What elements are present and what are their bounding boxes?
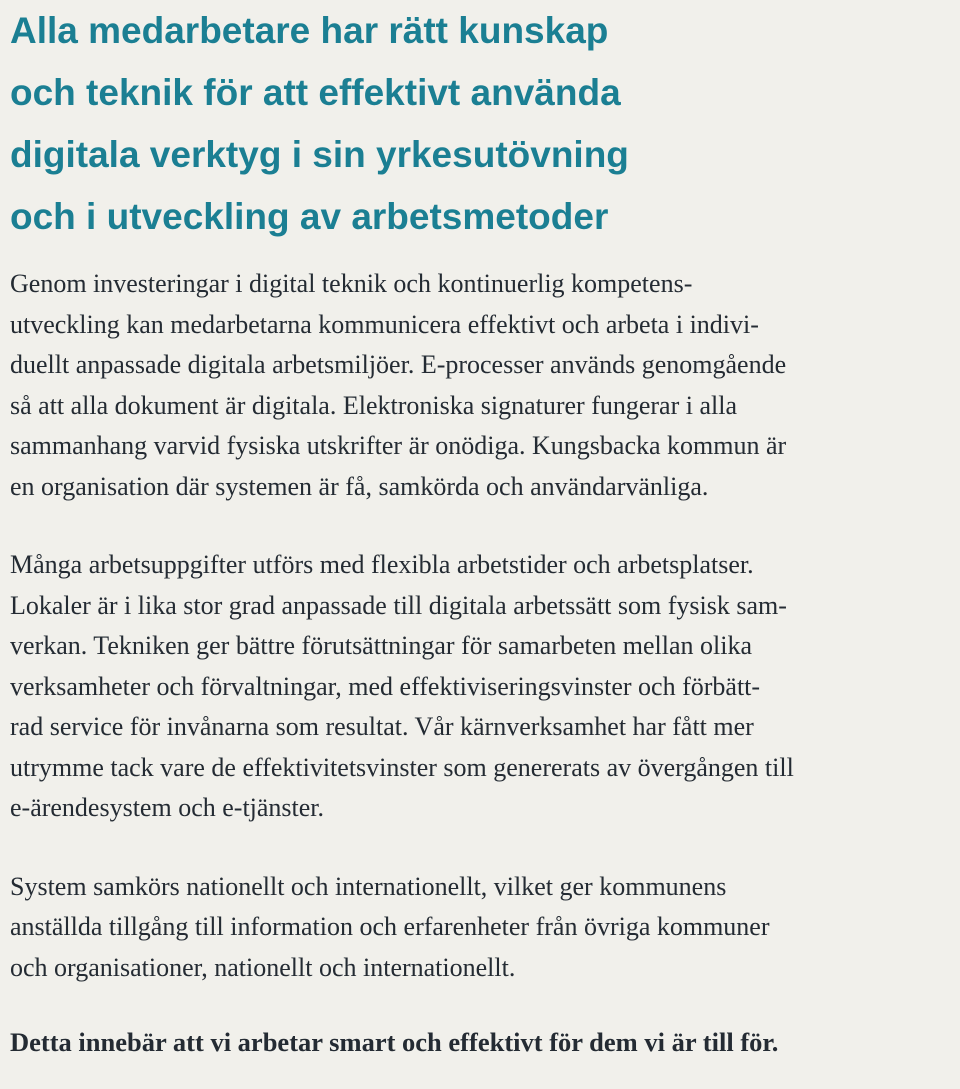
text-line: och organisationer, nationellt och internationellt. [10, 952, 516, 982]
text-line: Många arbetsuppgifter utförs med flexibla arbetstider och arbetsplatser. [10, 550, 754, 579]
text-line: utveckling kan medarbetarna kommunicera effektivt och arbeta i indivi- [10, 309, 759, 339]
page-title [10, 0, 955, 248]
text-line: duellt anpassade digitala arbetsmiljöer. E-processer används genomgående [10, 350, 787, 379]
text-line: Genom investeringar i digital teknik och kontinuerlig kompetens- [10, 269, 693, 298]
title-line: digitala verktyg i sin yrkesutövning [10, 134, 629, 175]
text-line: anställda tillgång till information och erfarenheter från övriga kommuner [10, 912, 770, 941]
text-line: en organisation där systemen är få, samkörda och användarvänliga. [10, 471, 709, 501]
text-line: Lokaler är i lika stor grad anpassade till digitala arbetssätt som fysisk sam- [10, 590, 787, 620]
paragraph-3 [10, 867, 955, 989]
text-line: rad service för invånarna som resultat. Vår kärnverksamhet har fått mer [10, 712, 754, 741]
text-line: verkan. Tekniken ger bättre förutsättningar för samarbeten mellan olika [10, 631, 753, 660]
closing-statement: Detta innebär att vi arbetar smart och effektivt för dem vi är till för. [10, 1027, 779, 1057]
title-line: och i utveckling av arbetsmetoder [10, 196, 609, 237]
text-line: e-ärendesystem och e-tjänster. [10, 793, 325, 822]
paragraph-2 [10, 545, 955, 829]
text-line: utrymme tack vare de effektivitetsvinster som genererats av övergången till [10, 752, 794, 782]
text-line: sammanhang varvid fysiska utskrifter är onödiga. Kungsbacka kommun är [10, 431, 787, 460]
text-line: verksamheter och förvaltningar, med effektiviseringsvinster och förbätt- [10, 671, 761, 701]
paragraph-1 [10, 264, 955, 507]
text-line: så att alla dokument är digitala. Elektroniska signaturer fungerar i alla [10, 390, 738, 420]
text-line: System samkörs nationellt och internationellt, vilket ger kommunens [10, 871, 727, 901]
document-page [10, 0, 955, 1089]
title-line: och teknik för att effektivt använda [10, 72, 621, 113]
title-line: Alla medarbetare har rätt kunskap [10, 10, 609, 51]
